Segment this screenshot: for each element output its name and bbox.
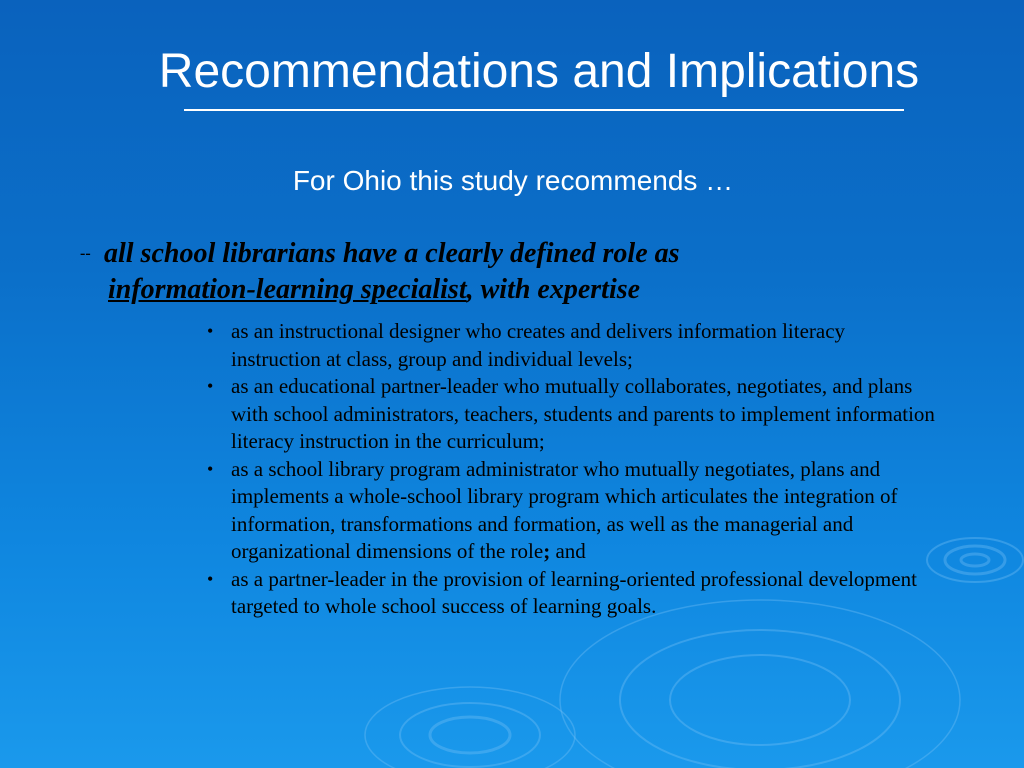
- lead-statement: [80, 236, 880, 308]
- lead-text-underlined: information-learning specialist: [108, 274, 467, 305]
- list-item-bold-semicolon: ;: [543, 539, 551, 563]
- slide-title: Recommendations and Implications: [158, 45, 920, 98]
- list-item-tail: and: [550, 539, 586, 563]
- list-item-text: as an instructional designer who creates and delivers information literacy instruction at class, group and individual levels;: [231, 319, 846, 371]
- slide-subtitle: For Ohio this study recommends …: [292, 165, 734, 196]
- list-item-text: as a partner-leader in the provision of learning-oriented professional development targeted to whole school success of learning goals.: [231, 566, 917, 618]
- lead-text-part1: all school librarians have a clearly defined role as: [104, 238, 680, 269]
- bullet-icon: •: [207, 458, 214, 479]
- lead-line-1: [80, 236, 880, 272]
- bullet-icon: •: [207, 321, 214, 341]
- bullet-icon: •: [207, 376, 214, 396]
- bullet-icon: •: [207, 568, 214, 589]
- lead-dash: --: [80, 245, 91, 262]
- list-item: [205, 373, 935, 456]
- title-divider: [184, 109, 904, 111]
- list-item: [205, 456, 935, 566]
- lead-text-part3: , with expertise: [466, 274, 641, 305]
- list-item: [205, 318, 935, 373]
- list-item-text: as a school library program administrator who mutually negotiates, plans and implements a whole-school library program which articulates the integration of information, transformations and formation, as well as the managerial and organizational dimensions of the role: [231, 456, 898, 563]
- bullet-list: [205, 318, 935, 621]
- list-item: [205, 566, 935, 621]
- list-item-text: as an educational partner-leader who mutually collaborates, negotiates, and plans with school administrators, teachers, students and parents to implement information literacy instruction in the curriculum;: [231, 374, 935, 453]
- lead-line-2: [80, 272, 880, 308]
